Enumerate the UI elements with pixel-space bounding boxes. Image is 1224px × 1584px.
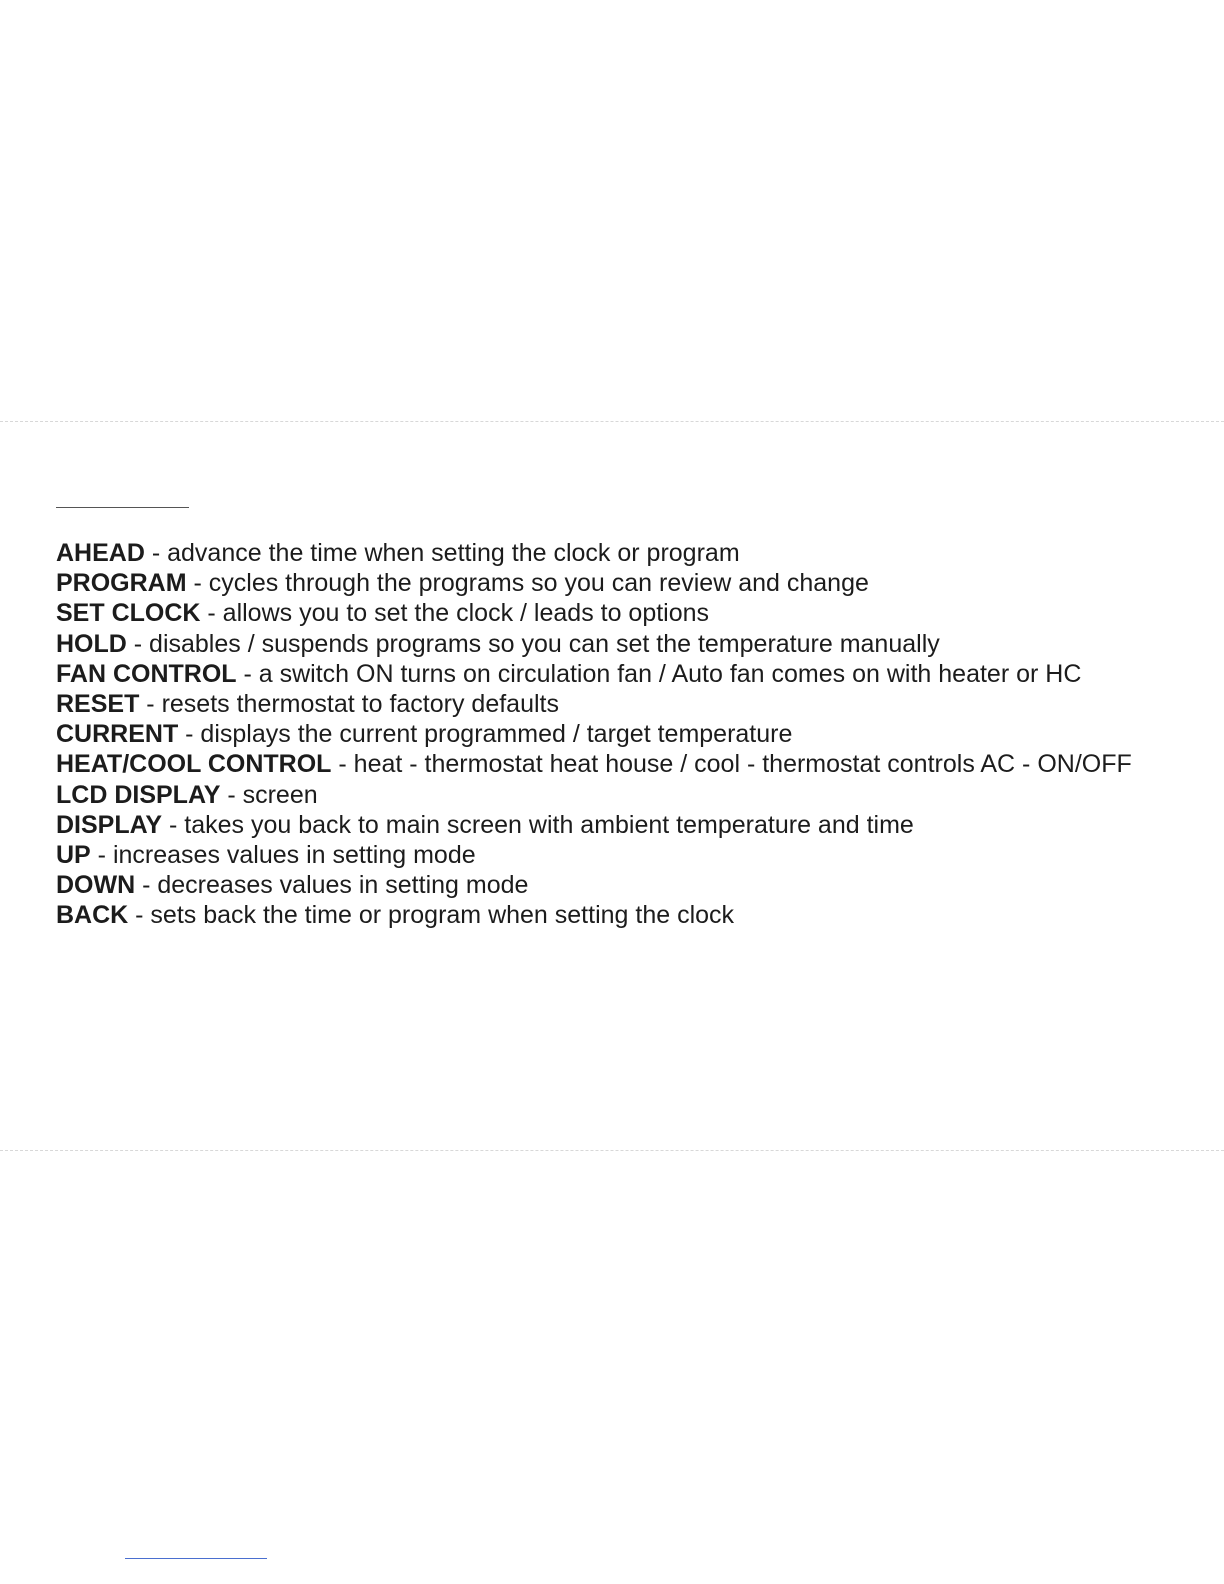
legend-item-back — [56, 900, 1196, 930]
legend-description: - cycles through the programs so you can review and change — [186, 569, 869, 598]
legend-description: - allows you to set the clock / leads to options — [200, 599, 710, 628]
legend-description: - resets thermostat to factory defaults — [139, 690, 559, 719]
link-underline[interactable] — [125, 1558, 267, 1559]
legend-term: DOWN — [56, 871, 136, 900]
legend-description: - displays the current programmed / target temperature — [178, 720, 793, 749]
legend-item-down — [56, 870, 1196, 900]
legend-description: - a switch ON turns on circulation fan / Auto fan comes on with heater or HC — [236, 659, 1082, 688]
legend-description: - increases values in setting mode — [90, 841, 476, 870]
legend-term: PROGRAM — [56, 569, 187, 598]
legend-item-hold — [56, 629, 1196, 659]
legend-item-program — [56, 568, 1196, 598]
legend-term: BACK — [56, 901, 129, 930]
legend-description: - screen — [220, 780, 318, 809]
legend-term: DISPLAY — [56, 810, 163, 839]
legend-description: - takes you back to main screen with ambient temperature and time — [162, 810, 914, 839]
legend-item-up — [56, 840, 1196, 870]
legend-term: LCD DISPLAY — [56, 780, 221, 809]
legend-term: AHEAD — [56, 539, 145, 567]
legend-description: - disables / suspends programs so you can set the temperature manually — [126, 629, 940, 658]
legend-description: - decreases values in setting mode — [135, 871, 529, 900]
legend-item-set-clock — [56, 598, 1196, 628]
legend-term: CURRENT — [56, 720, 179, 749]
legend-term: FAN CONTROL — [56, 659, 237, 688]
legend-description: - advance the time when setting the clock or program — [144, 539, 740, 567]
legend-term: RESET — [56, 690, 140, 719]
legend-item-heat-cool-control — [56, 749, 1196, 779]
legend-term: UP — [56, 841, 91, 870]
legend-item-current — [56, 719, 1196, 749]
legend-description: - heat - thermostat heat house / cool - thermostat controls AC - ON/OFF — [331, 750, 1132, 779]
fold-line-bottom — [0, 1150, 1224, 1151]
section-rule — [56, 507, 189, 508]
legend-term: SET CLOCK — [56, 599, 201, 628]
fold-line-top — [0, 421, 1224, 422]
legend-description: - sets back the time or program when setting the clock — [128, 901, 735, 930]
legend-term: HOLD — [56, 629, 127, 658]
legend-item-ahead — [56, 538, 1196, 568]
legend-item-display — [56, 810, 1196, 840]
legend-item-reset — [56, 689, 1196, 719]
legend-item-fan-control — [56, 659, 1196, 689]
button-legend-list — [56, 538, 1196, 931]
legend-item-lcd-display — [56, 780, 1196, 810]
legend-term: HEAT/COOL CONTROL — [56, 750, 332, 779]
